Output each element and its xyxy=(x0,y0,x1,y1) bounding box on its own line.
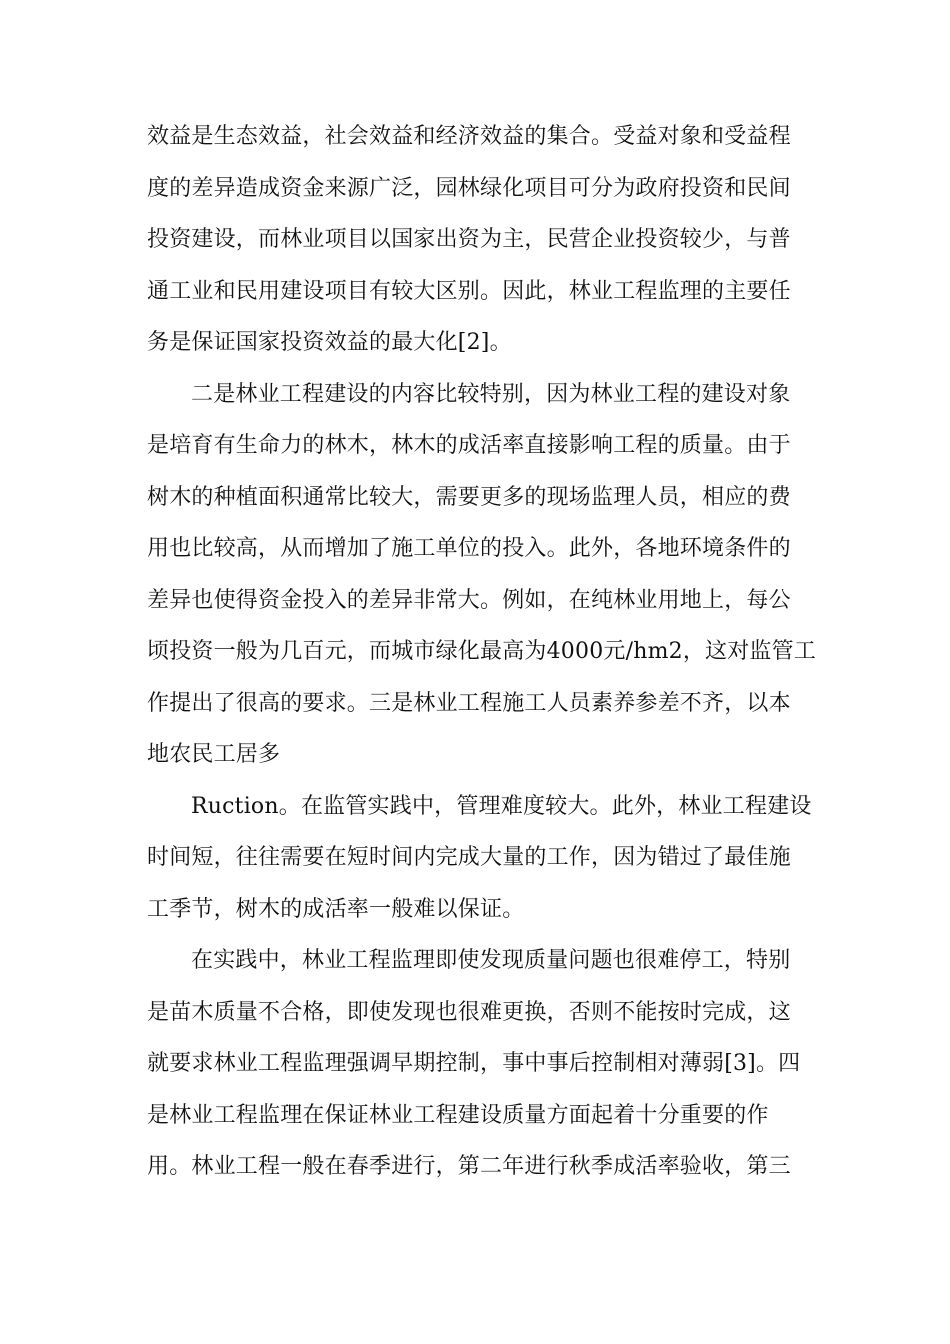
text-line: Ruction。在监管实践中，管理难度较大。此外，林业工程建设 xyxy=(191,793,812,819)
text-line: 是培育有生命力的林木，林木的成活率直接影响工程的质量。由于 xyxy=(147,433,791,458)
text-line: 用。林业工程一般在春季进行，第二年进行秋季成活率验收，第三 xyxy=(147,1154,791,1179)
text-line: 作提出了很高的要求。三是林业工程施工人员素养参差不齐，以本 xyxy=(147,690,791,716)
text-line: 度的差异造成资金来源广泛，园林绿化项目可分为政府投资和民间 xyxy=(147,175,791,201)
text-line: 通工业和民用建设项目有较大区别。因此，林业工程监理的主要任 xyxy=(147,278,791,304)
text-line: 工季节，树木的成活率一般难以保证。 xyxy=(147,896,525,922)
text-line: 务是保证国家投资效益的最大化[2]。 xyxy=(147,330,512,355)
text-line: 效益是生态效益，社会效益和经济效益的集合。受益对象和受益程 xyxy=(147,124,791,149)
text-line: 二是林业工程建设的内容比较特别，因为林业工程的建设对象 xyxy=(191,381,791,407)
text-line: 投资建设，而林业项目以国家出资为主，民营企业投资较少，与普 xyxy=(147,227,791,252)
text-line: 用也比较高，从而增加了施工单位的投入。此外，各地环境条件的 xyxy=(147,536,791,561)
text-line: 时间短，往往需要在短时间内完成大量的工作，因为错过了最佳施 xyxy=(147,845,791,870)
text-line: 差异也使得资金投入的差异非常大。例如，在纯林业用地上，每公 xyxy=(147,587,791,613)
text-line: 就要求林业工程监理强调早期控制，事中事后控制相对薄弱[3]。四 xyxy=(147,1051,801,1076)
text-line: 在实践中，林业工程监理即使发现质量问题也很难停工，特别 xyxy=(191,948,791,973)
text-line: 是苗木质量不合格，即使发现也很难更换，否则不能按时完成，这 xyxy=(147,999,791,1025)
text-line: 地农民工居多 xyxy=(147,742,281,767)
body-text xyxy=(147,111,817,1193)
text-line: 顷投资一般为几百元，而城市绿化最高为4000元/hm2，这对监管工 xyxy=(147,639,817,664)
text-line: 树木的种植面积通常比较大，需要更多的现场监理人员，相应的费 xyxy=(147,484,791,510)
text-line: 是林业工程监理在保证林业工程建设质量方面起着十分重要的作 xyxy=(147,1102,769,1128)
